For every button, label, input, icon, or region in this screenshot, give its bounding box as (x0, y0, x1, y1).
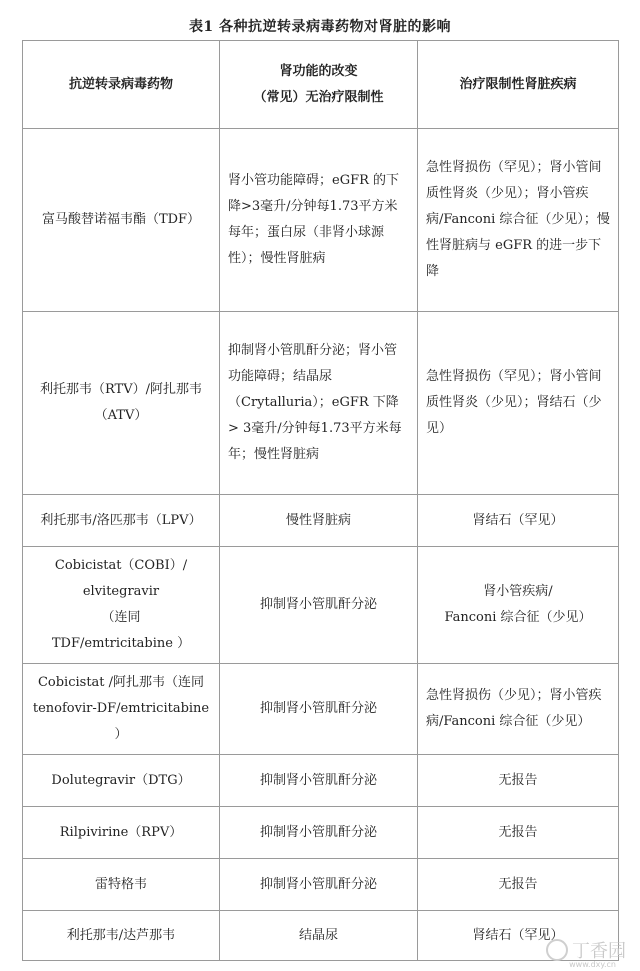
cell-renal-change: 抑制肾小管肌酐分泌 (220, 547, 418, 664)
cell-drug (23, 547, 220, 664)
cell-drug: 利托那韦/洛匹那韦（LPV） (23, 495, 220, 547)
cell-limiting-disease: 无报告 (418, 807, 619, 859)
antiretroviral-renal-effects-table (22, 40, 619, 961)
cell-limiting-disease: 无报告 (418, 755, 619, 807)
header-drug: 抗逆转录病毒药物 (23, 41, 220, 129)
table-row (23, 547, 619, 664)
cell-limiting-line: 肾小管疾病/ (483, 584, 553, 599)
cell-drug-line: （连同 (101, 610, 141, 625)
cell-drug: 雷特格韦 (23, 859, 220, 911)
header-renal-change-line2: （常见）无治疗限制性 (253, 89, 384, 105)
cell-drug-line: Cobicistat /阿扎那韦（连同 (37, 675, 205, 690)
cell-drug: 富马酸替诺福韦酯（TDF） (23, 129, 220, 312)
table-row (23, 312, 619, 495)
cell-drug: 利托那韦（RTV）/阿扎那韦（ATV） (23, 312, 220, 495)
dxy-logo-icon (546, 939, 568, 961)
cell-drug: Dolutegravir（DTG） (23, 755, 220, 807)
header-renal-change-line1: 肾功能的改变 (279, 63, 358, 79)
table-caption: 表1 各种抗逆转录病毒药物对肾脏的影响 (188, 19, 452, 35)
cell-limiting-disease (418, 547, 619, 664)
cell-limiting-disease: 肾结石（罕见） (418, 495, 619, 547)
cell-limiting-disease: 急性肾损伤（罕见）；肾小管间质性肾炎（少见）；肾结石（少见） (418, 312, 619, 495)
cell-drug: 利托那韦/达芦那韦 (23, 911, 220, 961)
cell-renal-change: 抑制肾小管肌酐分泌 (220, 664, 418, 755)
cell-renal-change: 结晶尿 (220, 911, 418, 961)
watermark-url: www.dxy.cn (569, 960, 616, 969)
cell-limiting-disease: 肾结石（罕见） (418, 911, 619, 961)
cell-renal-change: 抑制肾小管肌酐分泌 (220, 755, 418, 807)
cell-renal-change: 肾小管功能障碍；eGFR 的下降>3毫升/分钟每1.73平方米每年；蛋白尿（非肾小球源性）；慢性肾脏病 (220, 129, 418, 312)
cell-drug-line: TDF/emtricitabine ） (51, 636, 191, 651)
header-renal-change (220, 41, 418, 129)
table-row (23, 664, 619, 755)
cell-limiting-disease: 急性肾损伤（少见）；肾小管疾病/Fanconi 综合征（少见） (418, 664, 619, 755)
cell-limiting-disease: 无报告 (418, 859, 619, 911)
cell-limiting-disease: 急性肾损伤（罕见）；肾小管间质性肾炎（少见）；肾小管疾病/Fanconi 综合征（少见）；慢性肾脏病与 eGFR 的进一步下降 (418, 129, 619, 312)
cell-drug-line: tenofovir-DF/emtricitabine ） (32, 701, 210, 742)
table-row (23, 859, 619, 911)
table-row (23, 495, 619, 547)
cell-drug: Rilpivirine（RPV） (23, 807, 220, 859)
cell-renal-change: 抑制肾小管肌酐分泌 (220, 807, 418, 859)
cell-drug-line: Cobicistat（COBI）/ elvitegravir (54, 558, 188, 599)
cell-renal-change: 抑制肾小管肌酐分泌 (220, 859, 418, 911)
table-row (23, 755, 619, 807)
table-row (23, 129, 619, 312)
table-row (23, 911, 619, 961)
cell-drug (23, 664, 220, 755)
cell-renal-change: 慢性肾脏病 (220, 495, 418, 547)
table-row (23, 807, 619, 859)
header-limiting-disease: 治疗限制性肾脏疾病 (418, 41, 619, 129)
cell-limiting-line: Fanconi 综合征（少见） (444, 610, 592, 625)
watermark-text: 丁香园 (572, 941, 626, 962)
cell-renal-change: 抑制肾小管肌酐分泌；肾小管功能障碍；结晶尿（Crytalluria）；eGFR 下降> 3毫升/分钟每1.73平方米每年；慢性肾脏病 (220, 312, 418, 495)
